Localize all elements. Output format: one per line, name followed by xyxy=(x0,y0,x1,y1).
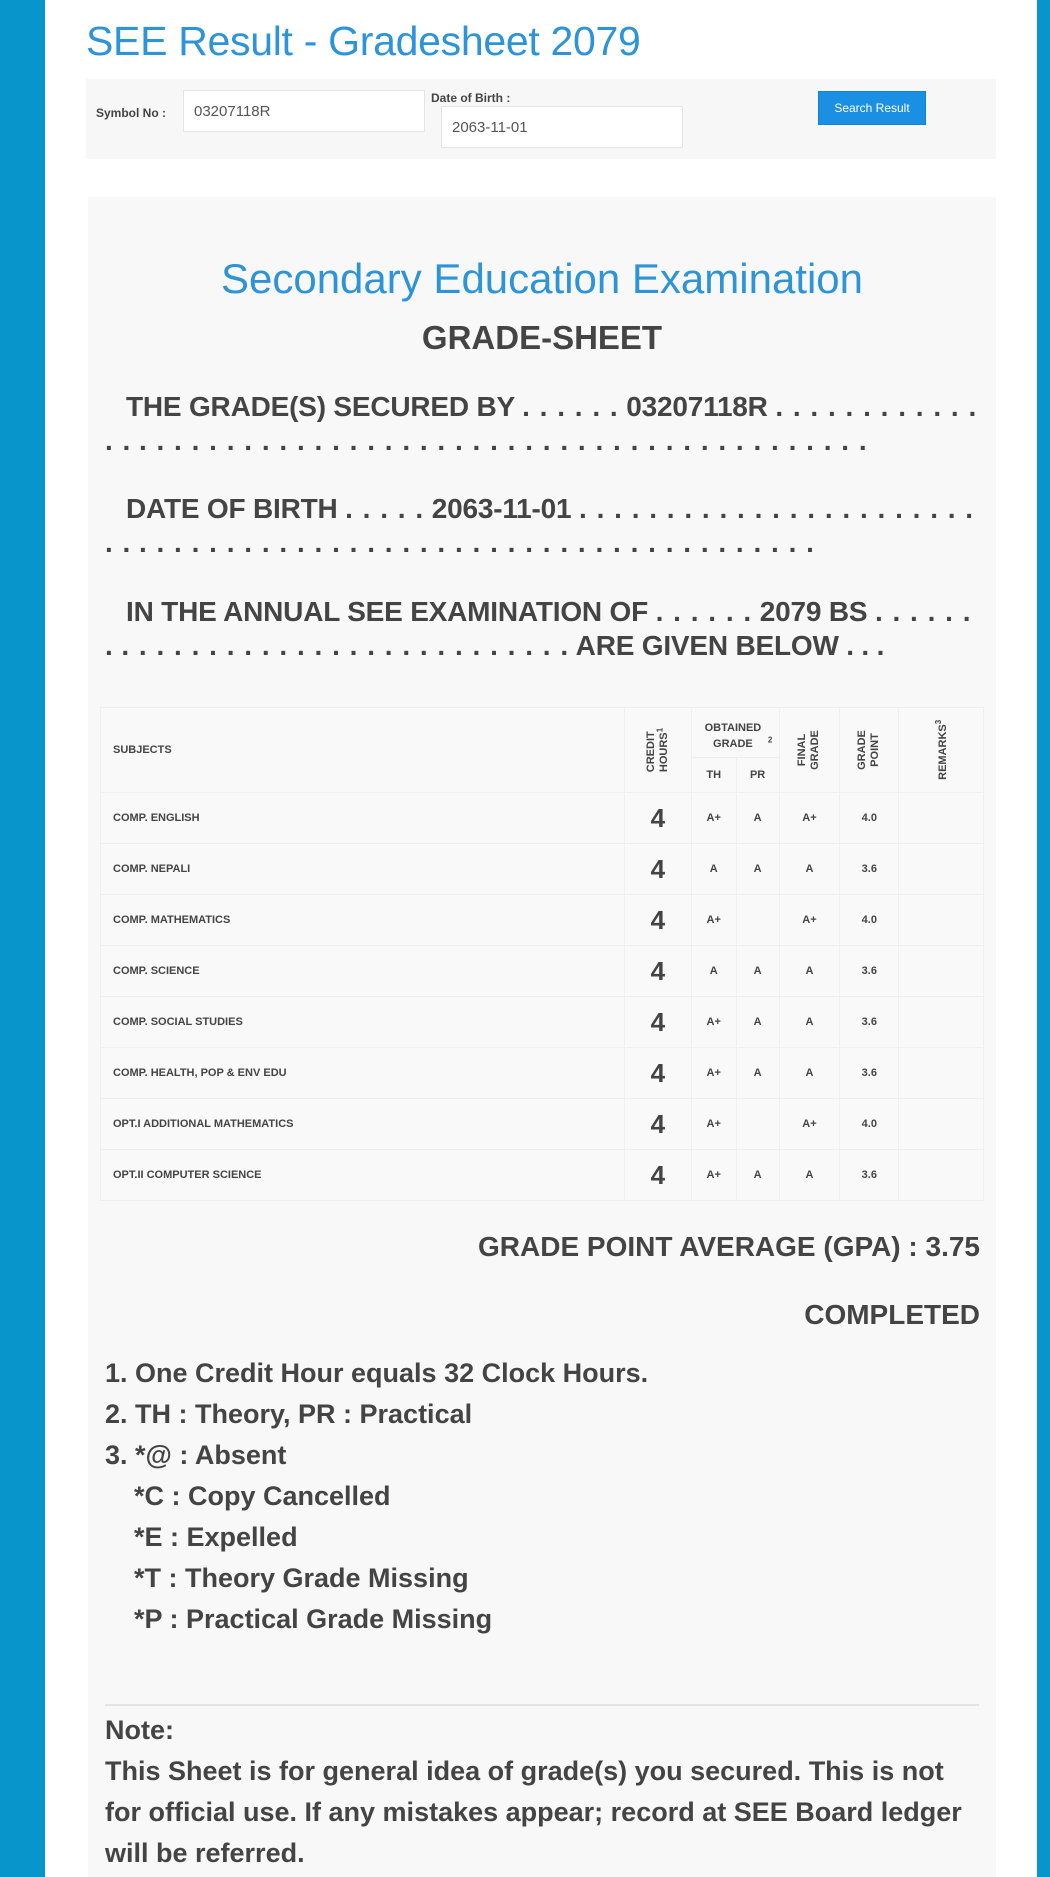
header-grade-point xyxy=(840,708,899,793)
dot-leader: . . . . . . xyxy=(655,596,753,627)
dot-leader: . . . . . . . . . . . . . . . . . . . . . . . . . xyxy=(105,493,975,558)
pr-grade-cell: A xyxy=(736,1048,779,1099)
pr-grade-cell: A xyxy=(736,844,779,895)
pr-grade-cell xyxy=(736,1099,779,1150)
subject-cell: OPT.I ADDITIONAL MATHEMATICS xyxy=(101,1099,625,1150)
final-grade-text: FINAL GRADE xyxy=(796,730,822,770)
note-heading: Note: xyxy=(105,1715,174,1745)
credit-hours-cell: 4 xyxy=(624,997,691,1048)
final-grade-cell: A xyxy=(779,997,840,1048)
table-row xyxy=(101,1099,984,1150)
grade-point-cell: 3.6 xyxy=(840,1048,899,1099)
grade-point-cell: 4.0 xyxy=(840,1099,899,1150)
legend-item: *P : Practical Grade Missing xyxy=(134,1604,493,1634)
legend-item: 2. TH : Theory, PR : Practical xyxy=(105,1399,473,1429)
grade-point-cell: 3.6 xyxy=(840,997,899,1048)
exam-label: IN THE ANNUAL SEE EXAMINATION OF xyxy=(126,596,648,627)
credit-hours-cell: 4 xyxy=(624,793,691,844)
header-final-grade xyxy=(779,708,840,793)
obtained-grade-text: OBTAINED GRADE xyxy=(704,721,762,750)
legend-item: *C : Copy Cancelled xyxy=(134,1481,391,1511)
legend-item: *E : Expelled xyxy=(134,1522,298,1552)
dob-line xyxy=(105,492,985,560)
th-grade-cell: A+ xyxy=(691,1048,736,1099)
dob-label: Date of Birth : xyxy=(431,91,511,105)
remarks-cell xyxy=(899,844,984,895)
table-row xyxy=(101,946,984,997)
secured-by-label: THE GRADE(S) SECURED BY xyxy=(126,391,515,422)
exam-line xyxy=(105,595,985,663)
gpa-value: GRADE POINT AVERAGE (GPA) : 3.75 xyxy=(478,1231,980,1262)
pr-grade-cell: A xyxy=(736,997,779,1048)
page-title: SEE Result - Gradesheet 2079 xyxy=(86,18,641,64)
dob-input[interactable] xyxy=(441,106,683,148)
footnote-2: 2 xyxy=(767,734,773,744)
dot-leader: . . . . . . . . . . . . . . . . . . . . . . . . . . . . . . . . . . . . . . . xyxy=(138,527,815,558)
table-row xyxy=(101,844,984,895)
grade-sheet xyxy=(88,197,996,1877)
table-row xyxy=(101,1150,984,1201)
exam-value: 2079 BS xyxy=(759,596,868,627)
th-grade-cell: A+ xyxy=(691,997,736,1048)
pr-grade-cell xyxy=(736,895,779,946)
remarks-cell xyxy=(899,946,984,997)
subject-cell: COMP. HEALTH, POP & ENV EDU xyxy=(101,1048,625,1099)
table-row xyxy=(101,997,984,1048)
grade-point-cell: 3.6 xyxy=(840,844,899,895)
legend-item: 3. *@ : Absent xyxy=(105,1440,287,1470)
subject-cell: COMP. MATHEMATICS xyxy=(101,895,625,946)
footnote-3: 3 xyxy=(934,719,944,725)
secured-by-line xyxy=(105,390,985,458)
subject-cell: COMP. NEPALI xyxy=(101,844,625,895)
table-row xyxy=(101,793,984,844)
credit-hours-cell: 4 xyxy=(624,1150,691,1201)
th-grade-cell: A+ xyxy=(691,793,736,844)
final-grade-cell: A xyxy=(779,946,840,997)
symbol-no-input[interactable] xyxy=(183,90,425,132)
legend-item: 1. One Credit Hour equals 32 Clock Hours. xyxy=(105,1358,649,1388)
credit-hours-cell: 4 xyxy=(624,844,691,895)
dot-leader: . . . . . . . . . . . . . . . . . . . . . . . . . . xyxy=(121,630,570,661)
pr-grade-cell: A xyxy=(736,1150,779,1201)
legend-item: *T : Theory Grade Missing xyxy=(134,1563,469,1593)
final-grade-cell: A+ xyxy=(779,793,840,844)
th-grade-cell: A xyxy=(691,946,736,997)
subject-cell: COMP. SCIENCE xyxy=(101,946,625,997)
subject-cell: OPT.II COMPUTER SCIENCE xyxy=(101,1150,625,1201)
final-grade-cell: A xyxy=(779,1150,840,1201)
dot-leader: . . . . . . xyxy=(522,391,619,422)
final-grade-cell: A xyxy=(779,1048,840,1099)
th-grade-cell: A+ xyxy=(691,895,736,946)
sheet-subtitle: GRADE-SHEET xyxy=(421,319,663,356)
note xyxy=(105,1710,979,1874)
page-container xyxy=(45,0,1037,1877)
header-th: TH xyxy=(691,758,736,793)
grade-point-cell: 4.0 xyxy=(840,895,899,946)
grade-point-cell: 4.0 xyxy=(840,793,899,844)
credit-hours-cell: 4 xyxy=(624,946,691,997)
credit-hours-cell: 4 xyxy=(624,1099,691,1150)
header-credit-hours xyxy=(624,708,691,793)
dob-line-label: DATE OF BIRTH xyxy=(126,493,338,524)
grade-point-cell: 3.6 xyxy=(840,946,899,997)
final-grade-cell: A+ xyxy=(779,1099,840,1150)
note-body: This Sheet is for general idea of grade(s) you secured. This is not for official use. If any mistakes appear; record at SEE Board ledger will be referred. xyxy=(105,1756,962,1868)
dot-leader: . . . . . . . xyxy=(105,596,972,661)
header-pr: PR xyxy=(736,758,779,793)
exam-suffix: ARE GIVEN BELOW . . . xyxy=(575,630,885,661)
credit-hours-cell: 4 xyxy=(624,895,691,946)
secured-by-value: 03207118R xyxy=(626,391,768,422)
credit-hours-text: CREDIT HOURS xyxy=(644,731,670,773)
pr-grade-cell: A xyxy=(736,793,779,844)
grades-table xyxy=(100,707,984,1201)
th-grade-cell: A+ xyxy=(691,1099,736,1150)
dot-leader: . . . . . xyxy=(345,493,425,524)
remarks-text: REMARKS xyxy=(936,724,949,781)
header-obtained-grade xyxy=(691,708,779,758)
th-grade-cell: A+ xyxy=(691,1150,736,1201)
remarks-cell xyxy=(899,895,984,946)
th-grade-cell: A xyxy=(691,844,736,895)
dot-leader: . . . . . . . . . . . . . . . . . . . . . . . . . . . . . . . . . . . . . . . . . . xyxy=(138,425,868,456)
search-form xyxy=(86,79,996,159)
subject-cell: COMP. ENGLISH xyxy=(101,793,625,844)
divider xyxy=(105,1704,979,1706)
legend xyxy=(105,1353,985,1640)
remarks-cell xyxy=(899,1150,984,1201)
header-subjects: SUBJECTS xyxy=(101,708,625,793)
sheet-title: Secondary Education Examination xyxy=(220,255,864,302)
subject-cell: COMP. SOCIAL STUDIES xyxy=(101,997,625,1048)
dot-leader: . . . . . . . . . . . . . . xyxy=(105,391,978,456)
search-result-button[interactable]: Search Result xyxy=(818,91,926,125)
grade-point-cell: 3.6 xyxy=(840,1150,899,1201)
remarks-cell xyxy=(899,793,984,844)
result-status: COMPLETED xyxy=(804,1299,980,1330)
credit-hours-cell: 4 xyxy=(624,1048,691,1099)
table-row xyxy=(101,1048,984,1099)
remarks-cell xyxy=(899,997,984,1048)
table-row xyxy=(101,895,984,946)
pr-grade-cell: A xyxy=(736,946,779,997)
final-grade-cell: A xyxy=(779,844,840,895)
footnote-1: 1 xyxy=(655,727,665,733)
remarks-cell xyxy=(899,1048,984,1099)
final-grade-cell: A+ xyxy=(779,895,840,946)
remarks-cell xyxy=(899,1099,984,1150)
dob-line-value: 2063-11-01 xyxy=(431,493,572,524)
header-remarks xyxy=(899,708,984,793)
symbol-no-label: Symbol No : xyxy=(96,106,167,120)
grade-point-text: GRADE POINT xyxy=(856,730,882,770)
